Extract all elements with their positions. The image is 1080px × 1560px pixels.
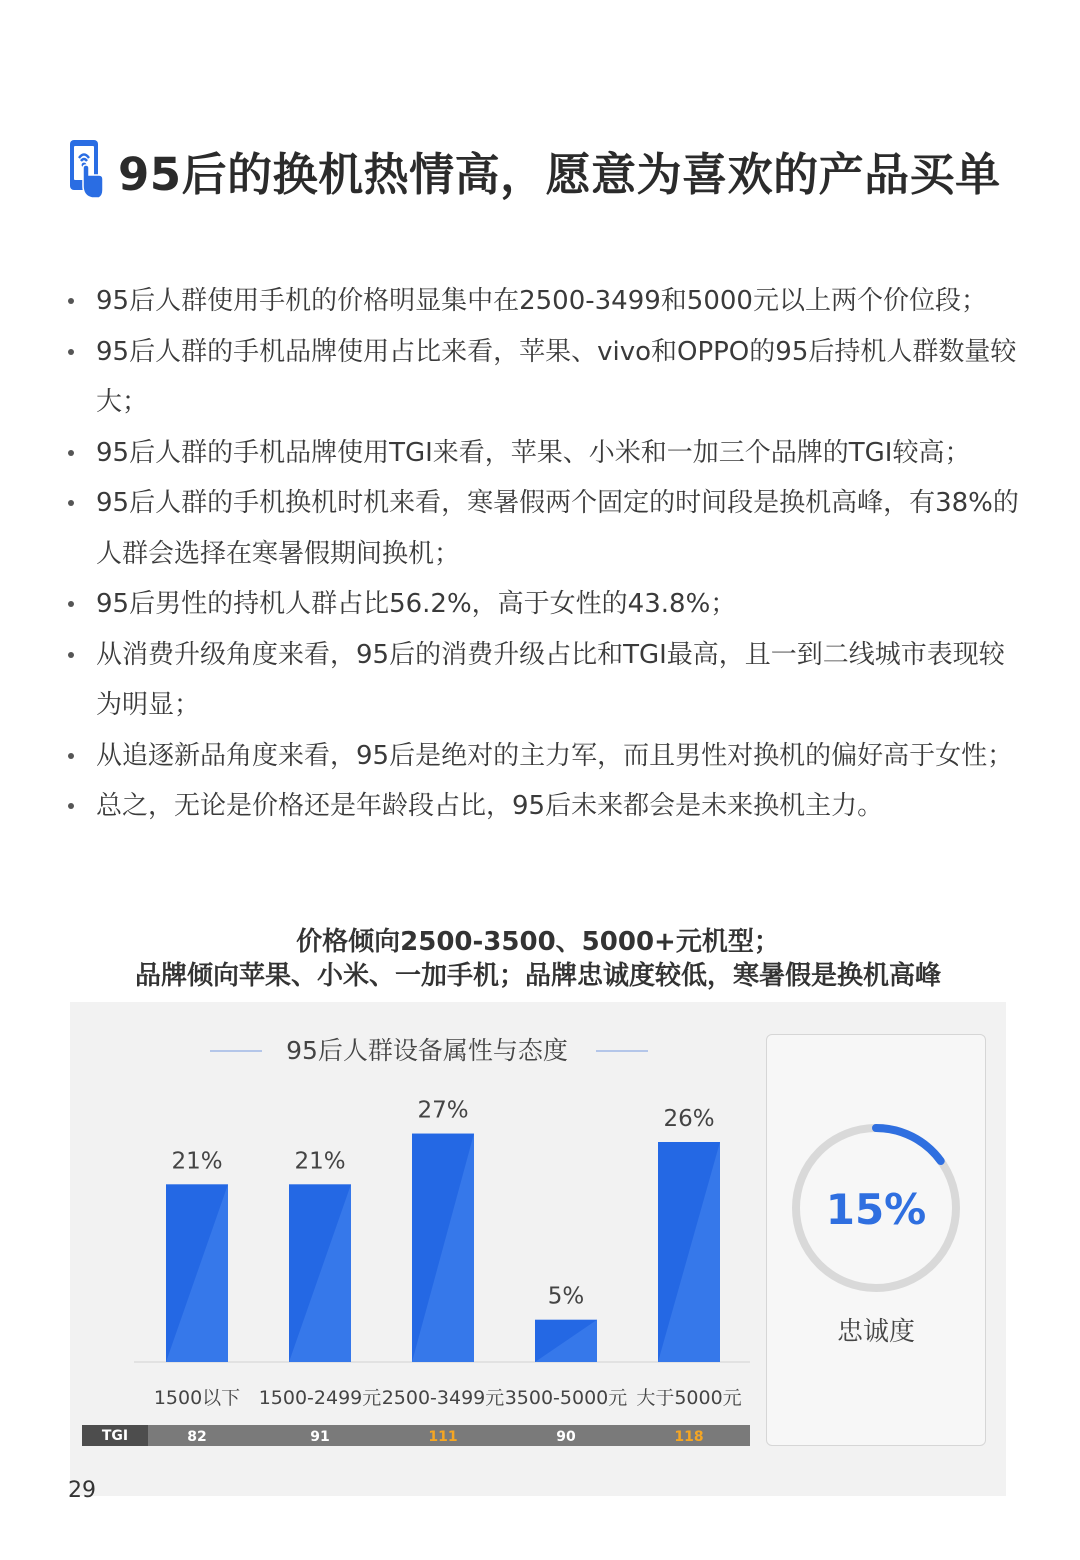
bullet-text: 95后人群的手机品牌使用TGI来看，苹果、小米和一加三个品牌的TGI较高； (96, 437, 971, 468)
tgi-value: 118 (674, 1429, 704, 1445)
bullet-text: 从追逐新品角度来看，95后是绝对的主力军，而且男性对换机的偏好高于女性； (96, 740, 1014, 771)
loyalty-value: 15% (825, 1185, 927, 1234)
x-tick-label: 3500-5000元 (504, 1387, 628, 1409)
bullet-item (68, 781, 1028, 832)
x-tick-label: 1500以下 (153, 1387, 241, 1409)
bullet-list (68, 276, 1028, 832)
bullet-dot (68, 298, 74, 304)
bullet-text: 从消费升级角度来看，95后的消费升级占比和TGI最高，且一到二线城市表现较为明显； (96, 639, 1005, 720)
bar-value-label: 5% (547, 1283, 585, 1310)
page-title: 95后的换机热情高，愿意为喜欢的产品买单 (118, 147, 1001, 201)
bullet-dot (68, 753, 74, 759)
bullet-text: 95后人群的手机品牌使用占比来看，苹果、vivo和OPPO的95后持机人群数量较大； (96, 336, 1017, 417)
tgi-label: TGI (101, 1428, 129, 1444)
loyalty-label: 忠诚度 (836, 1317, 915, 1347)
bullet-dot (68, 500, 74, 506)
headline-line-2: 品牌倾向苹果、小米、一加手机；品牌忠诚度较低，寒暑假是换机高峰 (134, 961, 941, 991)
ring-value-arc (876, 1128, 941, 1161)
bullet-text: 95后人群使用手机的价格明显集中在2500-3499和5000元以上两个价位段； (96, 286, 987, 316)
x-tick-label: 2500-3499元 (381, 1387, 505, 1409)
bullet-dot (68, 803, 74, 809)
bullet-dot (68, 652, 74, 658)
chart-panel (70, 1002, 1006, 1496)
phone-touch-icon (68, 138, 104, 202)
bullet-item (68, 428, 1028, 479)
bullet-dot (68, 450, 74, 456)
bar-value-label: 27% (417, 1097, 469, 1124)
tgi-value: 111 (428, 1429, 458, 1445)
tgi-value: 91 (310, 1429, 330, 1445)
x-tick-label: 1500-2499元 (258, 1387, 382, 1409)
page-number: 29 (68, 1478, 96, 1503)
bullet-item (68, 478, 1028, 579)
x-tick-label: 大于5000元 (636, 1387, 742, 1409)
bullet-item (68, 579, 1028, 630)
bullet-item (68, 327, 1028, 428)
bar-value-label: 21% (294, 1148, 346, 1175)
bullet-text: 95后男性的持机人群占比56.2%，高于女性的43.8%； (96, 589, 737, 619)
price-bar-chart (70, 1002, 760, 1496)
tgi-band (82, 1425, 750, 1446)
bullet-text: 95后人群的手机换机时机来看，寒暑假两个固定的时间段是换机高峰，有38%的人群会选择在寒暑假期间换机； (96, 488, 1019, 569)
bar-value-label: 26% (663, 1106, 715, 1132)
chart-title: 95后人群设备属性与态度 (286, 1036, 568, 1065)
loyalty-card (766, 1034, 986, 1446)
bullet-dot (68, 349, 74, 355)
title-row (68, 135, 1001, 205)
tgi-value: 82 (187, 1429, 207, 1445)
bar-value-label: 21% (171, 1148, 223, 1175)
bullet-item (68, 630, 1028, 731)
tgi-value: 90 (556, 1429, 576, 1445)
bullet-item (68, 731, 1028, 782)
bullet-text: 总之，无论是价格还是年龄段占比，95后未来都会是未来换机主力。 (96, 791, 884, 821)
headline-line-1: 价格倾向2500-3500、5000+元机型； (296, 927, 780, 957)
bullet-item (68, 276, 1028, 327)
bullet-dot (68, 601, 74, 607)
